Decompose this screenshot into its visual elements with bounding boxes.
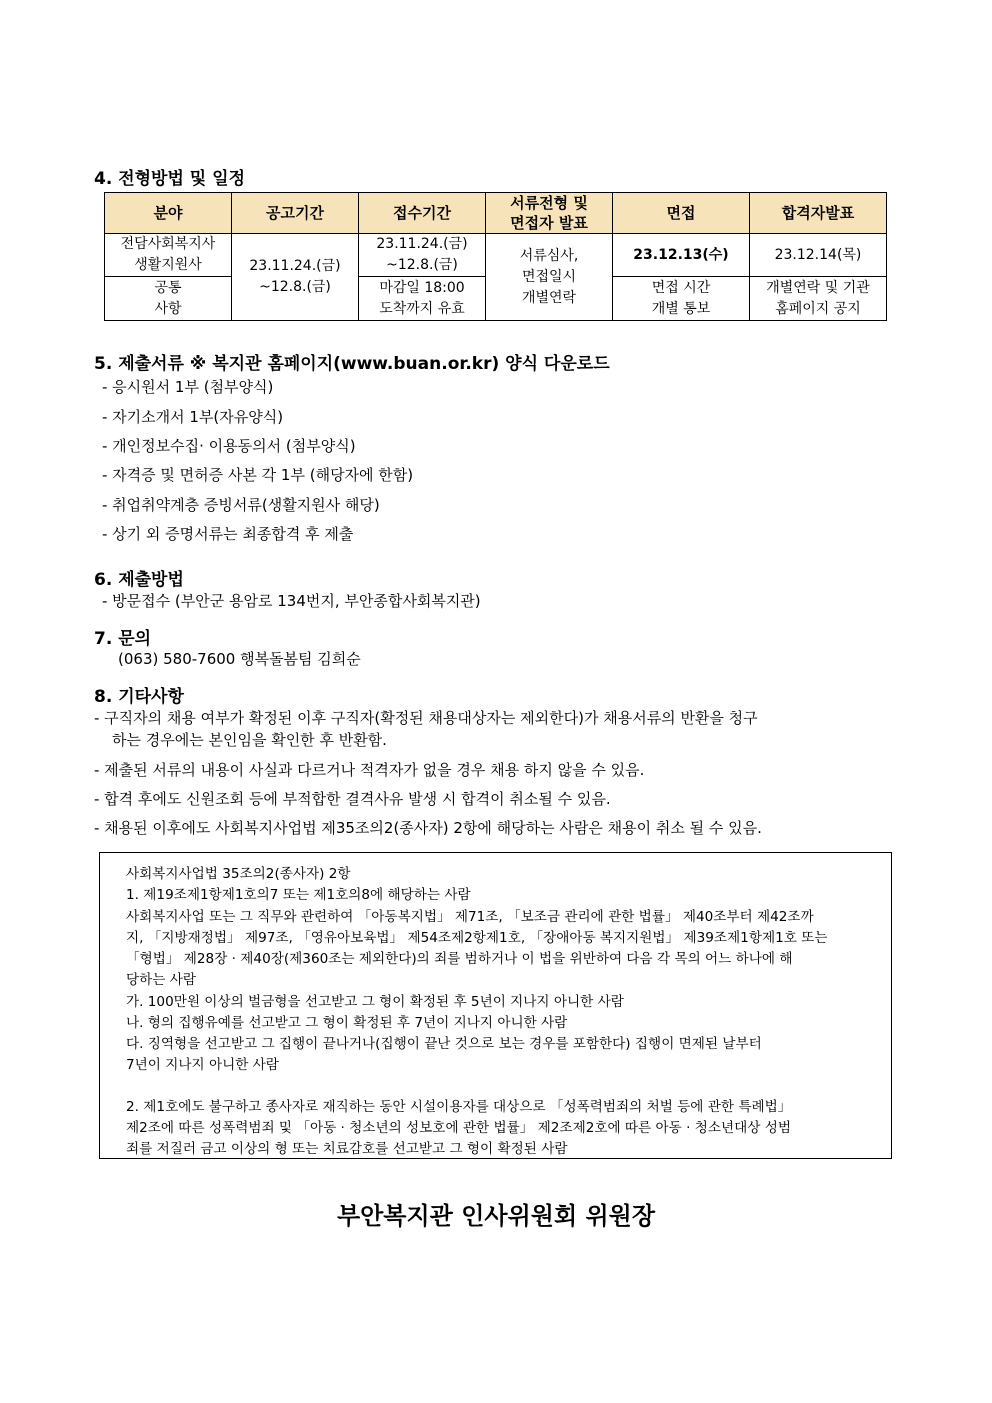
list-item: - 자기소개서 1부(자유양식): [102, 408, 284, 426]
section-8-title: 8. 기타사항: [94, 687, 184, 707]
law-line: 지, 「지방재정법」 제97조, 「영유아보육법」 제54조제2항제1호, 「장애아동 복지지원법」 제39조제1항제1호 또는: [126, 930, 828, 946]
cell-result-date: 23.12.14(목): [750, 234, 887, 277]
law-line: 「형법」 제28장 · 제40장(제360조는 제외한다)의 죄를 범하거나 이 법을 위반하여 다음 각 목의 어느 하나에 해: [126, 951, 793, 967]
list-item: - 자격증 및 면허증 사본 각 1부 (해당자에 한함): [102, 466, 414, 484]
schedule-table: [104, 192, 887, 321]
signature-title: 부안복지관 인사위원회 위원장: [336, 1202, 656, 1230]
section-5-title: 5. 제출서류 ※ 복지관 홈페이지(www.buan.or.kr) 양식 다운로드: [94, 354, 610, 374]
cell-interview-date: 23.12.13(수): [613, 234, 750, 277]
law-line: 당하는 사람: [126, 972, 196, 988]
section-4-title: 4. 전형방법 및 일정: [94, 169, 245, 189]
header-receipt-period: 접수기간: [359, 193, 486, 234]
cell-notice-period: 23.11.24.(금) ~12.8.(금): [232, 234, 359, 321]
law-line: 사회복지사업법 35조의2(종사자) 2항: [126, 866, 351, 882]
law-line: 사회복지사업 또는 그 직무와 관련하여 「아동복지법」 제71조, 「보조금 관리에 관한 법률」 제40조부터 제42조까: [126, 909, 814, 925]
cell-field: 전담사회복지사 생활지원사: [105, 234, 232, 277]
law-line: 제2조에 따른 성폭력범죄 및 「아동 · 청소년의 성보호에 관한 법률」 제2조제2호에 따른 아동 · 청소년대상 성범: [126, 1120, 791, 1136]
law-excerpt-box: [99, 852, 892, 1159]
list-item: - 합격 후에도 신원조회 등에 부적합한 결격사유 발생 시 합격이 취소될 수 있음.: [94, 790, 611, 808]
header-notice-period: 공고기간: [232, 193, 359, 234]
header-field: 분야: [105, 193, 232, 234]
list-item: - 구직자의 채용 여부가 확정된 이후 구직자(확정된 채용대상자는 제외한다)가 채용서류의 반환을 청구: [94, 709, 758, 727]
header-interview: 면접: [613, 193, 750, 234]
law-line: 1. 제19조제1항제1호의7 또는 제1호의8에 해당하는 사람: [126, 887, 471, 903]
list-item: - 상기 외 증명서류는 최종합격 후 제출: [102, 525, 354, 543]
cell-result-note: 개별연락 및 기관 홈페이지 공지: [750, 277, 887, 321]
cell-interview-note: 면접 시간 개별 통보: [613, 277, 750, 321]
list-item: - 응시원서 1부 (첨부양식): [102, 378, 274, 396]
list-item: 하는 경우에는 본인임을 확인한 후 반환함.: [112, 731, 387, 749]
list-item: - 제출된 서류의 내용이 사실과 다르거나 적격자가 없을 경우 채용 하지 않을 수 있음.: [94, 761, 645, 779]
table-row: [105, 234, 887, 277]
cell-doc-screening: 서류심사, 면접일시 개별연락: [486, 234, 613, 321]
section-6-title: 6. 제출방법: [94, 570, 184, 590]
law-line: 죄를 저질러 금고 이상의 형 또는 치료감호를 선고받고 그 형이 확정된 사람: [126, 1141, 568, 1157]
cell-receipt-deadline: 마감일 18:00 도착까지 유효: [359, 277, 486, 321]
law-line: 나. 형의 집행유예를 선고받고 그 형이 확정된 후 7년이 지나지 아니한 사람: [126, 1015, 568, 1031]
law-line: 다. 징역형을 선고받고 그 집행이 끝나거나(집행이 끝난 것으로 보는 경우를 포함한다) 집행이 면제된 날부터: [126, 1036, 762, 1052]
contact-info: (063) 580-7600 행복돌봄팀 김희순: [118, 650, 361, 668]
law-line: 2. 제1호에도 불구하고 종사자로 재직하는 동안 시설이용자를 대상으로 「성폭력범죄의 처벌 등에 관한 특례법」: [126, 1099, 792, 1115]
list-item: - 방문접수 (부안군 용암로 134번지, 부안종합사회복지관): [102, 592, 481, 610]
table-header-row: [105, 193, 887, 234]
list-item: - 개인정보수집· 이용동의서 (첨부양식): [102, 437, 356, 455]
law-line: 가. 100만원 이상의 벌금형을 선고받고 그 형이 확정된 후 5년이 지나지 아니한 사람: [126, 994, 624, 1010]
header-doc-screening: 서류전형 및 면접자 발표: [486, 193, 613, 234]
list-item: - 채용된 이후에도 사회복지사업법 제35조의2(종사자) 2항에 해당하는 사람은 채용이 취소 될 수 있음.: [94, 819, 762, 837]
section-7-title: 7. 문의: [94, 629, 152, 649]
cell-receipt-period: 23.11.24.(금) ~12.8.(금): [359, 234, 486, 277]
header-result: 합격자발표: [750, 193, 887, 234]
cell-field: 공통 사항: [105, 277, 232, 321]
list-item: - 취업취약계층 증빙서류(생활지원사 해당): [102, 496, 380, 514]
law-line: 7년이 지나지 아니한 사람: [126, 1057, 279, 1073]
